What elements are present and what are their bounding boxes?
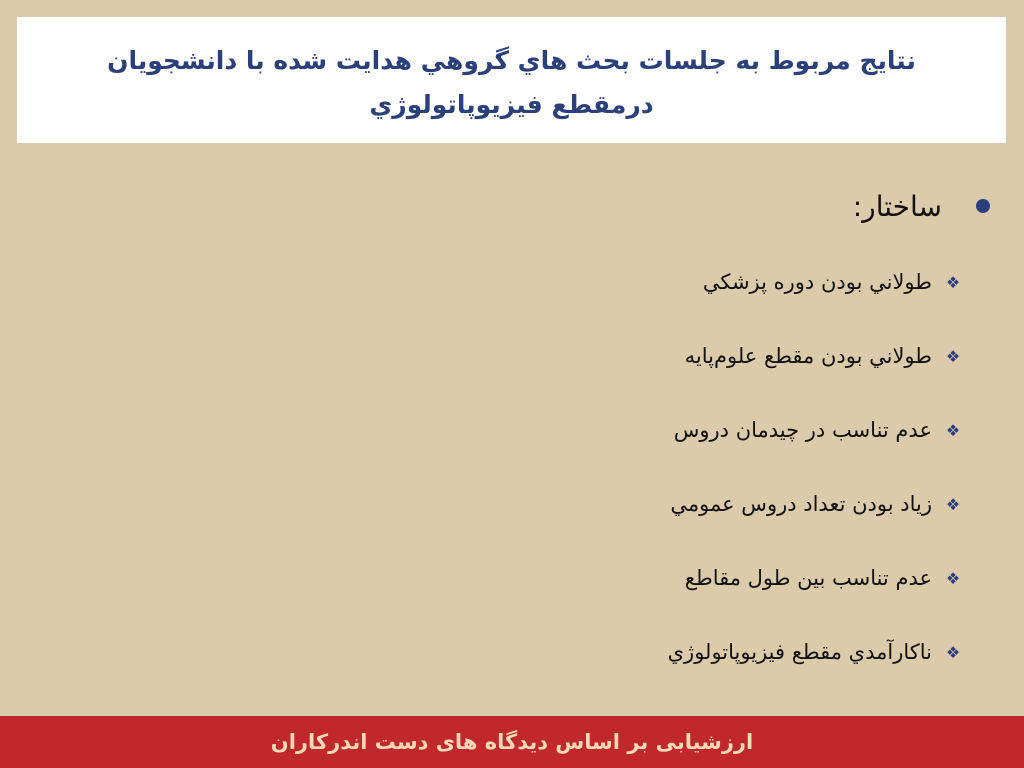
footer-text: ارزشیابی بر اساس دیدگاه های دست اندرکاران	[270, 730, 754, 754]
list-item	[162, 467, 962, 541]
diamond-bullet-icon: ❖	[945, 346, 961, 366]
diamond-bullet-icon: ❖	[945, 494, 961, 514]
content-area	[162, 182, 962, 689]
round-bullet-icon	[976, 199, 990, 213]
list-item-text: زياد بودن تعداد دروس عمومي	[670, 492, 932, 516]
bullet-list	[162, 245, 962, 689]
list-item-text: طولاني بودن دوره پزشكي	[702, 270, 932, 294]
list-item	[162, 319, 962, 393]
diamond-bullet-icon: ❖	[945, 272, 961, 292]
list-item-text: طولاني بودن مقطع علوم‌پايه	[684, 344, 932, 368]
section-heading: ساختار:	[852, 189, 942, 223]
list-item-text: ناكارآمدي مقطع فيزيوپاتولوژي	[667, 640, 932, 664]
list-item-text: عدم تناسب در چيدمان دروس	[673, 418, 932, 442]
list-item	[162, 393, 962, 467]
footer-bar	[0, 716, 1024, 768]
slide-title: نتايج مربوط به جلسات بحث هاي گروهي هدايت شده با دانشجويان درمقطع فيزيوپاتولوژي	[107, 46, 916, 119]
list-item	[162, 245, 962, 319]
list-item-text: عدم تناسب بين طول مقاطع	[684, 566, 932, 590]
heading-row	[162, 182, 962, 230]
list-item	[162, 541, 962, 615]
diamond-bullet-icon: ❖	[945, 642, 961, 662]
diamond-bullet-icon: ❖	[945, 568, 961, 588]
diamond-bullet-icon: ❖	[945, 420, 961, 440]
list-item	[162, 615, 962, 689]
title-box	[17, 17, 1006, 143]
